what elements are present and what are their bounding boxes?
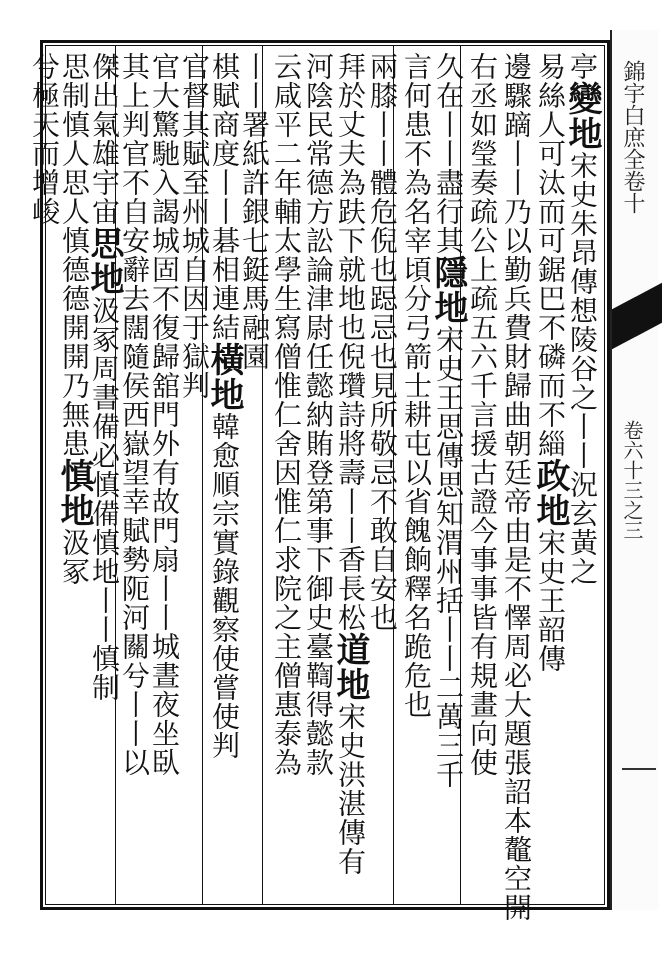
volume-label: 卷六十三之三 (620, 420, 644, 540)
entry-text: 兮極天而增峻 (28, 52, 61, 226)
margin-dash (622, 768, 656, 770)
entry-heading-bian-di: 變地 (562, 81, 602, 151)
entry-text: 丨丨署紙許銀七鋌馬融園 (238, 52, 271, 371)
entry-heading-si-di: 思地 (84, 226, 124, 296)
entry-text: 言何患不為名宰 (400, 52, 433, 255)
entry-heading-heng-di: 橫地 (204, 342, 244, 412)
entry-text: 易絲人可汰而可鋸巴不磷而不緇 (534, 52, 567, 458)
entry-text: 久在丨丨盡行其 (432, 52, 465, 255)
entry-text: 宋史王思傳思知渭州括丨丨二萬三千 (432, 325, 465, 789)
entry-text: 宋史洪湛傳有 (334, 702, 367, 876)
column-prefix: 亭 (566, 52, 599, 81)
running-title: 錦宇白庶全卷十 (620, 60, 645, 214)
entry-text: 河陰民常德方訟論津尉任懿納賄登第事下御史臺鞫得懿款 (302, 52, 335, 777)
entry-text: 其上判官不自安辭去闊隨侯西嶽望幸賦勢阨河關兮丨丨以 (118, 52, 151, 777)
entry-text: 汲冢 (58, 528, 91, 586)
entry-text: 云咸平二年輔太學生寫僧惟仁舍因惟仁求院之主僧惠泰為 (270, 52, 303, 777)
entry-text: 詔本鼇空開 (500, 777, 533, 922)
entry-text: 官大驚馳入謁城固不復歸舘門外有故門扇丨丨城晝夜坐臥 (148, 52, 181, 777)
entry-text: 思制慎人思人慎德德開開乃無患 (58, 52, 91, 458)
entry-text: 官督其賦至州城自因于獄判 (178, 52, 211, 400)
entry-text: 拜於丈夫為趺下就地也倪瓚詩將壽丨丨香長松 (334, 52, 367, 632)
entry-text: 兩膝丨丨體危倪也跽忌也見所敬忌不敢自安也 (366, 52, 399, 632)
entry-heading-dao-di: 道地 (330, 632, 370, 702)
entry-heading-yin-di: 隱地 (428, 255, 468, 325)
entry-text: 頃分弓箭士耕屯以省餽餉釋名跪危也 (400, 255, 433, 719)
entry-text: 棋賦商度丨丨碁相連結 (208, 52, 241, 342)
text-column-18 (20, 52, 68, 902)
entry-text: 右丞如瑩奏疏公上疏五六千言援古證今事事皆有規畫向使 (466, 52, 499, 777)
entry-text: 韓愈順宗實錄觀察使嘗使判 (208, 412, 241, 760)
entry-text: 傑出氣雄宇宙 (88, 52, 121, 226)
entry-text: 汲冢周書備必慎備慎地丨丨慎制 (88, 296, 121, 702)
entry-text: 邊驟蹢丨丨乃以勤兵費財歸曲朝廷帝由是不懌周必大題張 (500, 52, 533, 777)
entry-heading-shen-di: 慎地 (54, 458, 94, 528)
entry-heading-zheng-di: 政地 (530, 458, 570, 528)
entry-text: 宋史朱昂傳想陵谷之丨丨況玄黃之 (566, 151, 599, 586)
entry-text: 宋史王韶傳 (534, 528, 567, 673)
